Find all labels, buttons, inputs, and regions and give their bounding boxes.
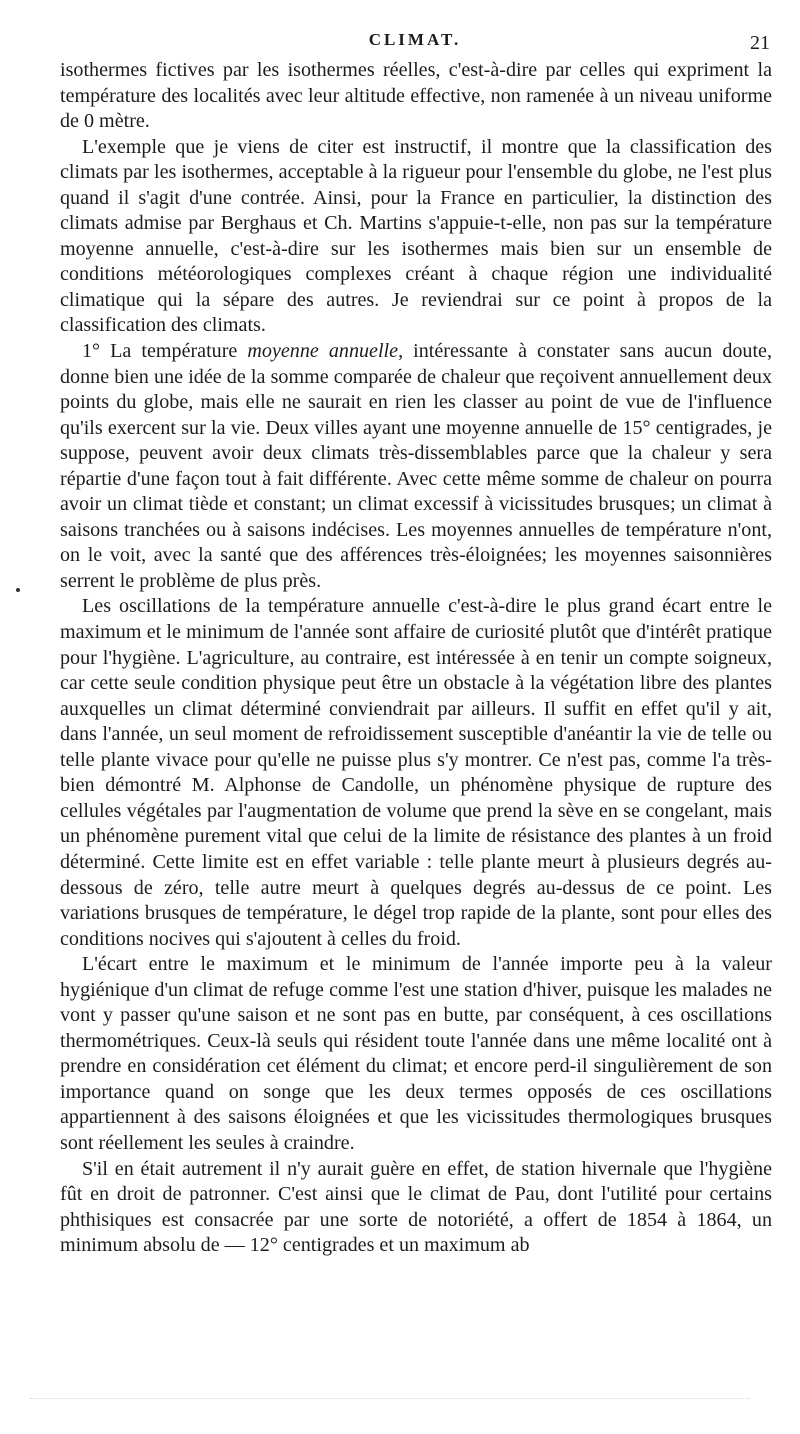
paragraph-annual-mean <box>60 339 772 594</box>
page-header <box>60 30 770 58</box>
body-text <box>60 58 772 1259</box>
paragraph-annual-mean-lead: 1° La température <box>82 340 248 363</box>
footer-scan-noise <box>30 1398 750 1403</box>
margin-ink-dot <box>16 588 20 592</box>
running-title: CLIMAT. <box>368 30 462 49</box>
paragraph-classification: L'exemple que je viens de citer est instructif, il montre que la classification des climats par les isothermes, acceptable à la rigueur pour l'ensemble du globe, ne l'est plus quand il s'agit d'une contrée. Ainsi, pour la France en particulier, la distinction des climats admise par Berghaus et Ch. Martins s'appuie-t-elle, non pas sur la température moyenne annuelle, c'est-à-dire sur les isothermes mais bien sur un ensemble de conditions météorologiques complexes créant à chaque région une individualité climatique qui la sépare des autres. Je reviendrai sur ce point à propos de la classification des climats. <box>60 135 772 337</box>
paragraph-oscillations: Les oscillations de la température annuelle c'est-à-dire le plus grand écart entre le maximum et le minimum de l'année sont affaire de curiosité plutôt que d'intérêt pratique pour l'hygiène. L'agriculture, au contraire, est intéressée à en tenir un compte soigneux, car cette seule condition physique peut être un obstacle à la végétation libre des plantes auxquelles un climat déterminé conviendrait par ailleurs. Il suffit en effet qu'il y ait, dans l'année, un seul moment de refroidissement susceptible d'anéantir la vie de telle ou telle plante vivace pour qu'elle ne puisse plus s'y montrer. Ce n'est pas, comme l'a très-bien démontré M. Alphonse de Candolle, un phénomène physique de rupture des cellules végétales par l'augmentation de volume que prend la sève en se congelant, mais un phénomène purement vital que celui de la limite de résistance des plantes à un froid déterminé. Cette limite est en effet variable : telle plante meurt à plusieurs degrés au-dessous de zéro, telle autre meurt à quelques degrés au-dessus de ce point. Les variations brusques de température, le dégel trop rapide de la plante, sont pour elles des conditions nocives qui s'ajoutent à celles du froid. <box>60 595 772 950</box>
paragraph-winter-station: L'écart entre le maximum et le minimum de l'année importe peu à la valeur hygiénique d'un climat de refuge comme l'est une station d'hiver, puisque les malades ne vont y passer qu'une saison et ne sont pas en butte, par conséquent, à ces oscillations thermométriques. Ceux-là seuls qui résident toute l'année dans une même localité ont à prendre en considération cet élément du climat; et encore perd-il singulièrement de son importance quand on songe que les deux termes opposés de ces oscillations appartiennent à des saisons éloignées et que les vicissitudes thermologiques brusques sont réellement les seules à craindre. <box>60 953 772 1154</box>
paragraph-annual-mean-rest: , intéressante à constater sans aucun doute, donne bien une idée de la somme comparée de chaleur que reçoivent annuellement deux points du globe, mais elle ne saurait en rien les classer au point de vue de l'influence qu'ils exercent sur la vie. Deux villes ayant une moyenne annuelle de 15° centigrades, je suppose, peuvent avoir deux climats très-dissemblables parce que la chaleur y sera répartie d'une façon tout à fait différente. Avec cette même somme de chaleur on pourra avoir un climat tiède et constant; un climat excessif à vicissitudes brusques; un climat à saisons tranchées ou à saisons indécises. Les moyennes annuelles de température n'ont, on le voit, avec la santé que des afférences très-éloignées; les moyennes saisonnières serrent le problème de plus près. <box>60 340 772 592</box>
paragraph-annual-mean-emphasis: moyenne annuelle <box>247 340 399 363</box>
paragraph-pau-climate: S'il en était autrement il n'y aurait guère en effet, de station hivernale que l'hygiène fût en droit de patronner. C'est ainsi que le climat de Pau, dont l'utilité pour certains phthisiques est consacrée par une sorte de notoriété, a offert de 1854 à 1864, un minimum absolu de — 12° centigrades et un maximum ab <box>60 1157 772 1257</box>
page-number: 21 <box>750 32 770 54</box>
paragraph-continuation: isothermes fictives par les isothermes réelles, c'est-à-dire par celles qui expriment la température des localités avec leur altitude effective, non ramenée à un niveau uniforme de 0 mètre. <box>60 59 772 133</box>
